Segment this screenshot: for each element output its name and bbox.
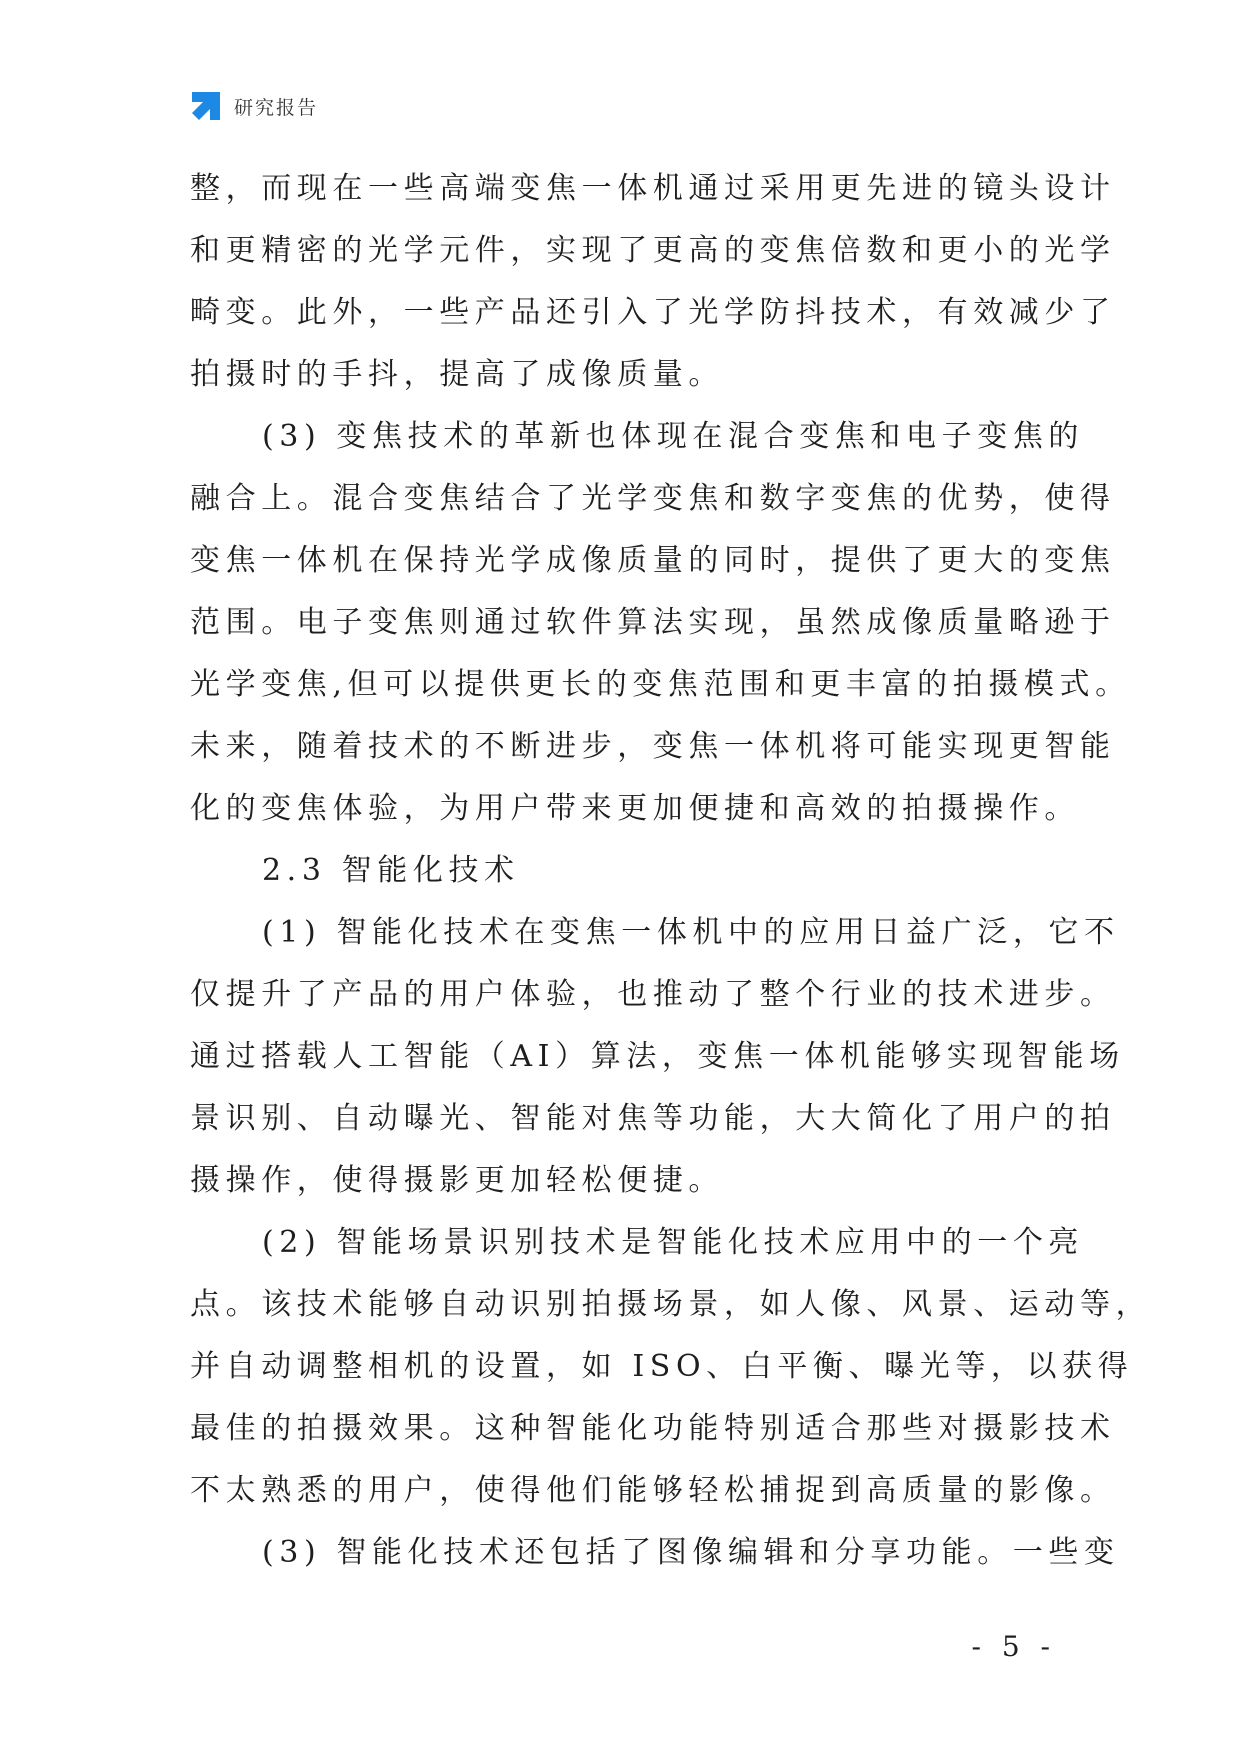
body-line: 通过搭载人工智能（AI）算法，变焦一体机能够实现智能场 <box>190 1039 1125 1074</box>
body-line: 摄操作，使得摄影更加轻松便捷。 <box>190 1163 724 1198</box>
body-line: 未来，随着技术的不断进步，变焦一体机将可能实现更智能 <box>190 729 1116 764</box>
paragraph-start-line: (3) 变焦技术的革新也体现在混合变焦和电子变焦的 <box>262 419 1085 454</box>
body-line: 最佳的拍摄效果。这种智能化功能特别适合那些对摄影技术 <box>190 1411 1116 1446</box>
report-header <box>190 88 318 124</box>
body-line: 拍摄时的手抖，提高了成像质量。 <box>190 357 724 392</box>
body-line: 仅提升了产品的用户体验，也推动了整个行业的技术进步。 <box>190 977 1116 1012</box>
body-line: 化的变焦体验，为用户带来更加便捷和高效的拍摄操作。 <box>190 791 1080 826</box>
body-line: 变焦一体机在保持光学成像质量的同时，提供了更大的变焦 <box>190 543 1116 578</box>
document-body <box>190 158 1152 1584</box>
paragraph-start-line: (3) 智能化技术还包括了图像编辑和分享功能。一些变 <box>262 1535 1120 1570</box>
body-line: 融合上。混合变焦结合了光学变焦和数字变焦的优势，使得 <box>190 481 1116 516</box>
arrow-up-right-logo-icon <box>190 90 222 122</box>
body-line: 光学变焦,但可以提供更长的变焦范围和更丰富的拍摄模式。 <box>190 667 1131 702</box>
page-number: - 5 - <box>971 1630 1056 1663</box>
body-line: 整，而现在一些高端变焦一体机通过采用更先进的镜头设计 <box>190 171 1116 206</box>
body-line: 不太熟悉的用户，使得他们能够轻松捕捉到高质量的影像。 <box>190 1473 1116 1508</box>
body-line: 范围。电子变焦则通过软件算法实现，虽然成像质量略逊于 <box>190 605 1116 640</box>
body-line: 和更精密的光学元件，实现了更高的变焦倍数和更小的光学 <box>190 233 1116 268</box>
header-title: 研究报告 <box>234 96 319 119</box>
body-line: 景识别、自动曝光、智能对焦等功能，大大简化了用户的拍 <box>190 1101 1116 1136</box>
body-line: 点。该技术能够自动识别拍摄场景，如人像、风景、运动等， <box>190 1287 1152 1322</box>
body-line: 畸变。此外，一些产品还引入了光学防抖技术，有效减少了 <box>190 295 1116 330</box>
paragraph-start-line: (1) 智能化技术在变焦一体机中的应用日益广泛，它不 <box>262 915 1120 950</box>
section-heading: 2.3 智能化技术 <box>262 853 520 888</box>
body-line: 并自动调整相机的设置，如 ISO、白平衡、曝光等，以获得 <box>190 1349 1134 1384</box>
paragraph-start-line: (2) 智能场景识别技术是智能化技术应用中的一个亮 <box>262 1225 1085 1260</box>
